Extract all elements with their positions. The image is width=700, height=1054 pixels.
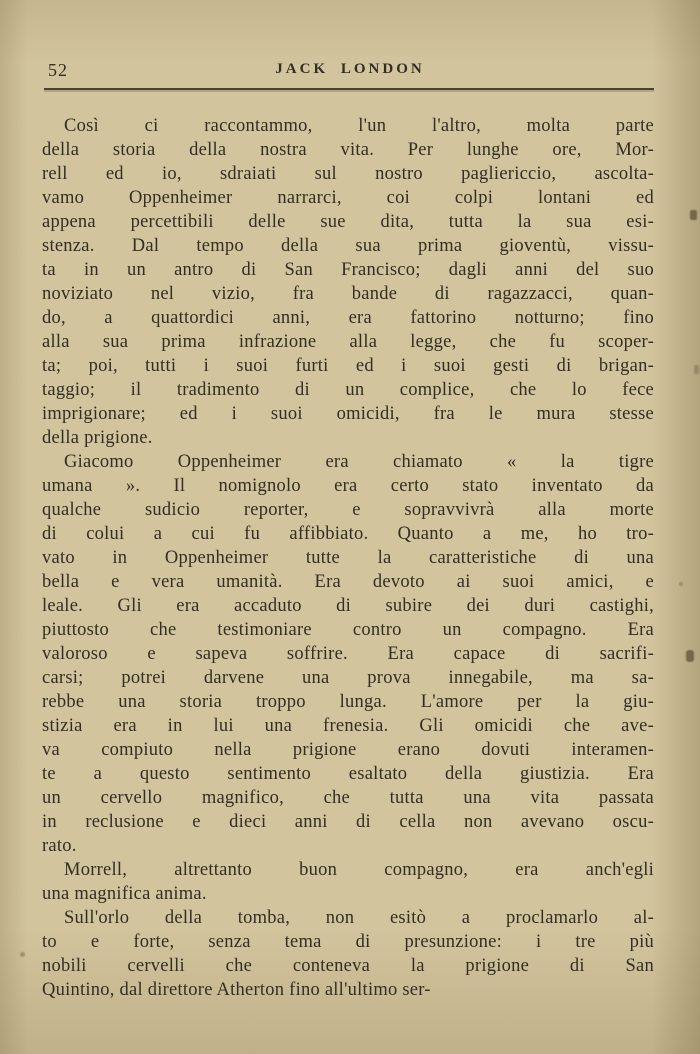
text-line: rebbe una storia troppo lunga. L'amore per la giu- — [42, 692, 654, 712]
text-line: piuttosto che testimoniare contro un compagno. Era — [42, 620, 654, 640]
text-line: stizia era in lui una frenesia. Gli omicidi che ave- — [42, 716, 654, 736]
text-line: nobili cervelli che conteneva la prigione di San — [42, 956, 654, 976]
text-line: leale. Gli era accaduto di subire dei duri castighi, — [42, 596, 654, 616]
text-line: rato. — [42, 836, 77, 856]
text-line: un cervello magnifico, che tutta una vita passata — [42, 788, 654, 808]
running-head — [48, 58, 652, 88]
scan-speck — [20, 952, 25, 957]
text-line: valoroso e sapeva soffrire. Era capace di sacrifi- — [42, 644, 654, 664]
text-line: in reclusione e dieci anni di cella non avevano oscu- — [42, 812, 654, 832]
page-number: 52 — [48, 60, 68, 80]
text-line: carsi; potrei darvene una prova innegabile, ma sa- — [42, 668, 654, 688]
text-line: appena percettibili delle sue dita, tutta la sua esi- — [42, 212, 654, 232]
header-rule — [44, 88, 654, 90]
text-line: della storia della nostra vita. Per lunghe ore, Mor- — [42, 140, 654, 160]
text-line: Morrell, altrettanto buon compagno, era anch'egli — [64, 860, 654, 880]
text-line: umana ». Il nomignolo era certo stato inventato da — [42, 476, 654, 496]
paragraph — [42, 906, 654, 1002]
text-line: Quintino, dal direttore Atherton fino all'ultimo ser- — [42, 980, 431, 1000]
text-line: taggio; il tradimento di un complice, che lo fece — [42, 380, 654, 400]
text-line: va compiuto nella prigione erano dovuti interamen- — [42, 740, 654, 760]
text-line: imprigionare; ed i suoi omicidi, fra le mura stesse — [42, 404, 654, 424]
text-line: rell ed io, sdraiati sul nostro pagliericcio, ascolta- — [42, 164, 654, 184]
paragraph — [42, 114, 654, 450]
scan-speck — [694, 365, 699, 374]
text-line: Giacomo Oppenheimer era chiamato « la tigre — [64, 452, 654, 472]
text-line: Sull'orlo della tomba, non esitò a proclamarlo al- — [64, 908, 654, 928]
scan-speck — [686, 650, 694, 662]
scan-speck — [679, 582, 683, 586]
text-line: do, a quattordici anni, era fattorino notturno; fino — [42, 308, 654, 328]
text-line: della prigione. — [42, 428, 153, 448]
text-line: noviziato nel vizio, fra bande di ragazzacci, quan- — [42, 284, 654, 304]
text-line: alla sua prima infrazione alla legge, che fu scoper- — [42, 332, 654, 352]
text-line: te a questo sentimento esaltato della giustizia. Era — [42, 764, 654, 784]
text-line: stenza. Dal tempo della sua prima gioventù, vissu- — [42, 236, 654, 256]
scan-speck — [690, 210, 697, 220]
text-line: una magnifica anima. — [42, 884, 207, 904]
body-text — [42, 114, 654, 1002]
text-line: qualche sudicio reporter, e sopravvivrà alla morte — [42, 500, 654, 520]
text-line: ta; poi, tutti i suoi furti ed i suoi gesti di brigan- — [42, 356, 654, 376]
text-line: bella e vera umanità. Era devoto ai suoi amici, e — [42, 572, 654, 592]
text-line: to e forte, senza tema di presunzione: i tre più — [42, 932, 654, 952]
paragraph — [42, 858, 654, 906]
text-line: vato in Oppenheimer tutte la caratteristiche di una — [42, 548, 654, 568]
paragraph — [42, 450, 654, 858]
text-line: di colui a cui fu affibbiato. Quanto a me, ho tro- — [42, 524, 654, 544]
text-line: Così ci raccontammo, l'un l'altro, molta parte — [64, 116, 654, 136]
running-title: JACK LONDON — [275, 61, 425, 77]
text-line: vamo Oppenheimer narrarci, coi colpi lontani ed — [42, 188, 654, 208]
text-line: ta in un antro di San Francisco; dagli anni del suo — [42, 260, 654, 280]
